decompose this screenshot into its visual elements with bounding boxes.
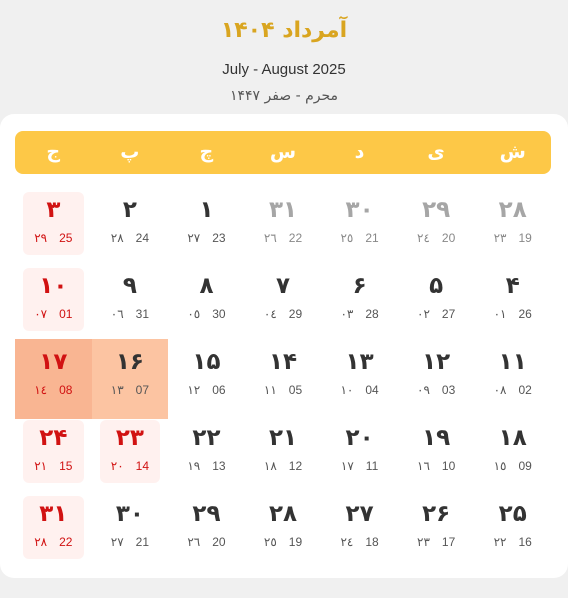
secondary-dates [187, 307, 225, 321]
gregorian-day-number: 09 [518, 459, 532, 473]
persian-day-number: ۱۴ [268, 349, 298, 375]
day-cell[interactable] [15, 265, 92, 341]
persian-day-number: ۲۴ [39, 425, 68, 451]
hijri-day-number: ۰٥ [187, 307, 201, 321]
secondary-dates [264, 307, 302, 321]
day-cell[interactable] [168, 417, 245, 493]
calendar-card [0, 114, 568, 578]
month-title: آمرداد ۱۴۰۴ [220, 18, 348, 43]
hijri-day-number: ۲۷ [110, 535, 124, 549]
persian-day-number: ۱۰ [39, 273, 68, 299]
hijri-day-number: ۲٦ [263, 231, 277, 245]
persian-day-number: ۳۱ [39, 501, 68, 527]
gregorian-day-number: 28 [365, 307, 379, 321]
calendar-grid [15, 189, 551, 569]
day-cell[interactable] [168, 493, 245, 569]
week-row [15, 189, 551, 265]
persian-day-number: ۹ [122, 273, 137, 299]
persian-day-number: ۲۷ [345, 501, 374, 527]
gregorian-day-number: 19 [288, 535, 303, 549]
hijri-day-number: ۲۳ [493, 231, 507, 245]
gregorian-day-number: 11 [365, 459, 379, 473]
secondary-dates [187, 231, 225, 245]
hijri-day-number: ۱۹ [187, 459, 201, 473]
persian-day-number: ۲۱ [268, 425, 298, 451]
secondary-dates [264, 459, 302, 473]
secondary-dates [417, 383, 455, 397]
hijri-day-number: ۲۱ [34, 459, 48, 473]
secondary-dates [494, 459, 532, 473]
persian-day-number: ۱۸ [498, 425, 527, 451]
gregorian-day-number: 15 [59, 459, 73, 473]
day-cell[interactable] [398, 265, 475, 341]
day-cell[interactable] [245, 493, 322, 569]
secondary-dates [494, 231, 532, 245]
hijri-day-number: ۱٤ [34, 383, 48, 397]
secondary-dates [111, 307, 149, 321]
persian-day-number: ۲۲ [192, 425, 221, 451]
gregorian-day-number: 26 [518, 307, 532, 321]
day-cell[interactable] [321, 265, 398, 341]
week-row [15, 341, 551, 417]
day-cell[interactable] [92, 493, 169, 569]
secondary-dates [494, 307, 532, 321]
secondary-dates [111, 535, 149, 549]
secondary-dates [187, 459, 225, 473]
persian-day-number: ۲۳ [115, 425, 144, 451]
hijri-day-number: ۰۷ [34, 307, 48, 321]
gregorian-day-number: 16 [518, 535, 532, 549]
secondary-dates [340, 307, 378, 321]
day-cell[interactable] [398, 417, 475, 493]
persian-day-number: ۲۶ [422, 501, 451, 527]
secondary-dates [417, 459, 455, 473]
hijri-day-number: ۲٦ [187, 535, 201, 549]
gregorian-day-number: 08 [59, 383, 73, 397]
persian-day-number: ۱۳ [345, 349, 374, 375]
day-cell[interactable] [245, 341, 322, 417]
secondary-dates [111, 459, 149, 473]
secondary-dates [417, 231, 455, 245]
persian-day-number: ۱۲ [422, 349, 451, 375]
secondary-dates [34, 535, 72, 549]
hijri-day-number: ۲۰ [110, 459, 124, 473]
secondary-dates [340, 535, 378, 549]
gregorian-day-number: 30 [212, 307, 226, 321]
hijri-day-number: ۰٤ [263, 307, 277, 321]
day-cell[interactable] [321, 417, 398, 493]
gregorian-day-number: 12 [288, 459, 303, 473]
gregorian-day-number: 22 [59, 535, 73, 549]
hijri-day-number: ۲٥ [263, 535, 277, 549]
persian-day-number: ۳ [46, 197, 61, 223]
secondary-dates [417, 535, 455, 549]
gregorian-day-number: 22 [288, 231, 303, 245]
persian-day-number: ۲ [122, 197, 137, 223]
persian-day-number: ۳۰ [115, 501, 144, 527]
secondary-dates [187, 535, 225, 549]
day-cell[interactable] [168, 265, 245, 341]
secondary-dates [494, 383, 532, 397]
secondary-dates [34, 231, 72, 245]
persian-day-number: ۱۵ [192, 349, 221, 375]
persian-day-number: ۶ [352, 273, 367, 299]
hijri-day-number: ۱۲ [187, 383, 201, 397]
secondary-dates [417, 307, 455, 321]
hijri-day-number: ۰۲ [417, 307, 430, 321]
gregorian-day-number: 19 [518, 231, 532, 245]
gregorian-day-number: 23 [212, 231, 226, 245]
secondary-dates [34, 307, 72, 321]
gregorian-day-number: 01 [59, 307, 73, 321]
day-cell[interactable] [474, 493, 551, 569]
persian-day-number: ۲۸ [268, 501, 298, 527]
day-cell[interactable] [15, 341, 92, 417]
persian-day-number: ۴ [505, 273, 520, 299]
persian-day-number: ۱۷ [39, 349, 68, 375]
day-cell[interactable] [15, 417, 92, 493]
gregorian-day-number: 29 [288, 307, 303, 321]
secondary-dates [340, 383, 378, 397]
hijri-day-number: ۱۷ [340, 459, 354, 473]
secondary-dates [187, 383, 225, 397]
day-cell[interactable] [321, 493, 398, 569]
weekday-label: ج [46, 141, 61, 163]
hijri-day-number: ۰٦ [110, 307, 124, 321]
hijri-day-number: ۱۸ [263, 459, 277, 473]
gregorian-day-number: 14 [135, 459, 150, 473]
gregorian-day-number: 17 [441, 535, 456, 549]
day-cell[interactable] [474, 341, 551, 417]
hijri-months: محرم - صفر ۱۴۴۷ [229, 88, 339, 104]
persian-day-number: ۱۶ [115, 349, 144, 375]
day-cell[interactable] [245, 417, 322, 493]
hijri-day-number: ۰۸ [493, 383, 507, 397]
day-cell[interactable] [474, 189, 551, 265]
day-cell[interactable] [92, 189, 169, 265]
gregorian-day-number: 21 [365, 231, 379, 245]
secondary-dates [111, 231, 149, 245]
hijri-day-number: ۲۸ [34, 535, 48, 549]
hijri-day-number: ۲۸ [110, 231, 124, 245]
persian-day-number: ۲۵ [498, 501, 527, 527]
secondary-dates [264, 231, 302, 245]
gregorian-day-number: 03 [441, 383, 456, 397]
persian-day-number: ۲۹ [422, 197, 451, 223]
persian-day-number: ۷ [276, 273, 291, 299]
secondary-dates [111, 383, 149, 397]
gregorian-day-number: 27 [441, 307, 456, 321]
hijri-day-number: ۰۹ [417, 383, 430, 397]
hijri-day-number: ۱٦ [417, 459, 430, 473]
hijri-day-number: ۲۳ [417, 535, 430, 549]
day-cell[interactable] [398, 341, 475, 417]
hijri-day-number: ۱۳ [110, 383, 124, 397]
day-cell[interactable] [321, 189, 398, 265]
hijri-day-number: ۰۳ [340, 307, 354, 321]
day-cell[interactable] [398, 493, 475, 569]
gregorian-day-number: 07 [135, 383, 150, 397]
day-cell[interactable] [15, 189, 92, 265]
persian-day-number: ۱۹ [422, 425, 451, 451]
secondary-dates [340, 231, 378, 245]
persian-day-number: ۳۰ [345, 197, 374, 223]
secondary-dates [34, 459, 72, 473]
gregorian-day-number: 24 [135, 231, 150, 245]
week-row [15, 417, 551, 493]
day-cell[interactable] [92, 417, 169, 493]
persian-day-number: ۵ [429, 273, 444, 299]
weekday-label: پ [120, 141, 140, 163]
hijri-day-number: ۲۷ [187, 231, 201, 245]
secondary-dates [264, 535, 302, 549]
weekday-label: د [354, 141, 365, 163]
secondary-dates [341, 459, 378, 473]
secondary-dates [34, 383, 72, 397]
gregorian-day-number: 20 [441, 231, 456, 245]
persian-day-number: ۲۹ [192, 501, 221, 527]
persian-day-number: ۳۱ [268, 197, 298, 223]
day-cell[interactable] [474, 417, 551, 493]
calendar-header [0, 0, 568, 115]
hijri-day-number: ۱٥ [493, 459, 507, 473]
day-cell[interactable] [398, 189, 475, 265]
hijri-day-number: ۲٤ [417, 231, 430, 245]
weekday-bar [15, 131, 551, 174]
persian-day-number: ۱۱ [498, 349, 527, 375]
weekday-label: ی [427, 141, 445, 163]
week-row [15, 493, 551, 569]
hijri-day-number: ۲٤ [340, 535, 354, 549]
day-cell[interactable] [92, 341, 169, 417]
day-cell[interactable] [474, 265, 551, 341]
day-cell[interactable] [245, 189, 322, 265]
gregorian-months: July - August 2025 [222, 61, 346, 78]
day-cell[interactable] [168, 189, 245, 265]
gregorian-day-number: 31 [135, 307, 150, 321]
weekday-label: چ [199, 141, 214, 163]
day-cell[interactable] [15, 493, 92, 569]
day-cell[interactable] [92, 265, 169, 341]
secondary-dates [494, 535, 532, 549]
hijri-day-number: ۱۰ [340, 383, 354, 397]
day-cell[interactable] [168, 341, 245, 417]
hijri-day-number: ۲٥ [340, 231, 354, 245]
day-cell[interactable] [321, 341, 398, 417]
persian-day-number: ۱ [199, 197, 214, 223]
hijri-day-number: ۲۹ [34, 231, 48, 245]
gregorian-day-number: 05 [288, 383, 303, 397]
gregorian-day-number: 02 [518, 383, 532, 397]
weekday-label: ش [499, 141, 526, 163]
gregorian-day-number: 13 [212, 459, 226, 473]
persian-day-number: ۲۰ [345, 425, 374, 451]
secondary-dates [264, 383, 302, 397]
gregorian-day-number: 18 [365, 535, 379, 549]
persian-day-number: ۲۸ [498, 197, 527, 223]
gregorian-day-number: 21 [135, 535, 150, 549]
hijri-day-number: ۰۱ [493, 307, 507, 321]
week-row [15, 265, 551, 341]
gregorian-day-number: 10 [441, 459, 456, 473]
weekday-label: س [269, 141, 297, 163]
day-cell[interactable] [245, 265, 322, 341]
gregorian-day-number: 20 [212, 535, 226, 549]
hijri-day-number: ۲۲ [493, 535, 507, 549]
hijri-day-number: ۱۱ [263, 383, 277, 397]
persian-day-number: ۸ [199, 273, 214, 299]
gregorian-day-number: 06 [212, 383, 226, 397]
gregorian-day-number: 04 [365, 383, 379, 397]
gregorian-day-number: 25 [59, 231, 73, 245]
